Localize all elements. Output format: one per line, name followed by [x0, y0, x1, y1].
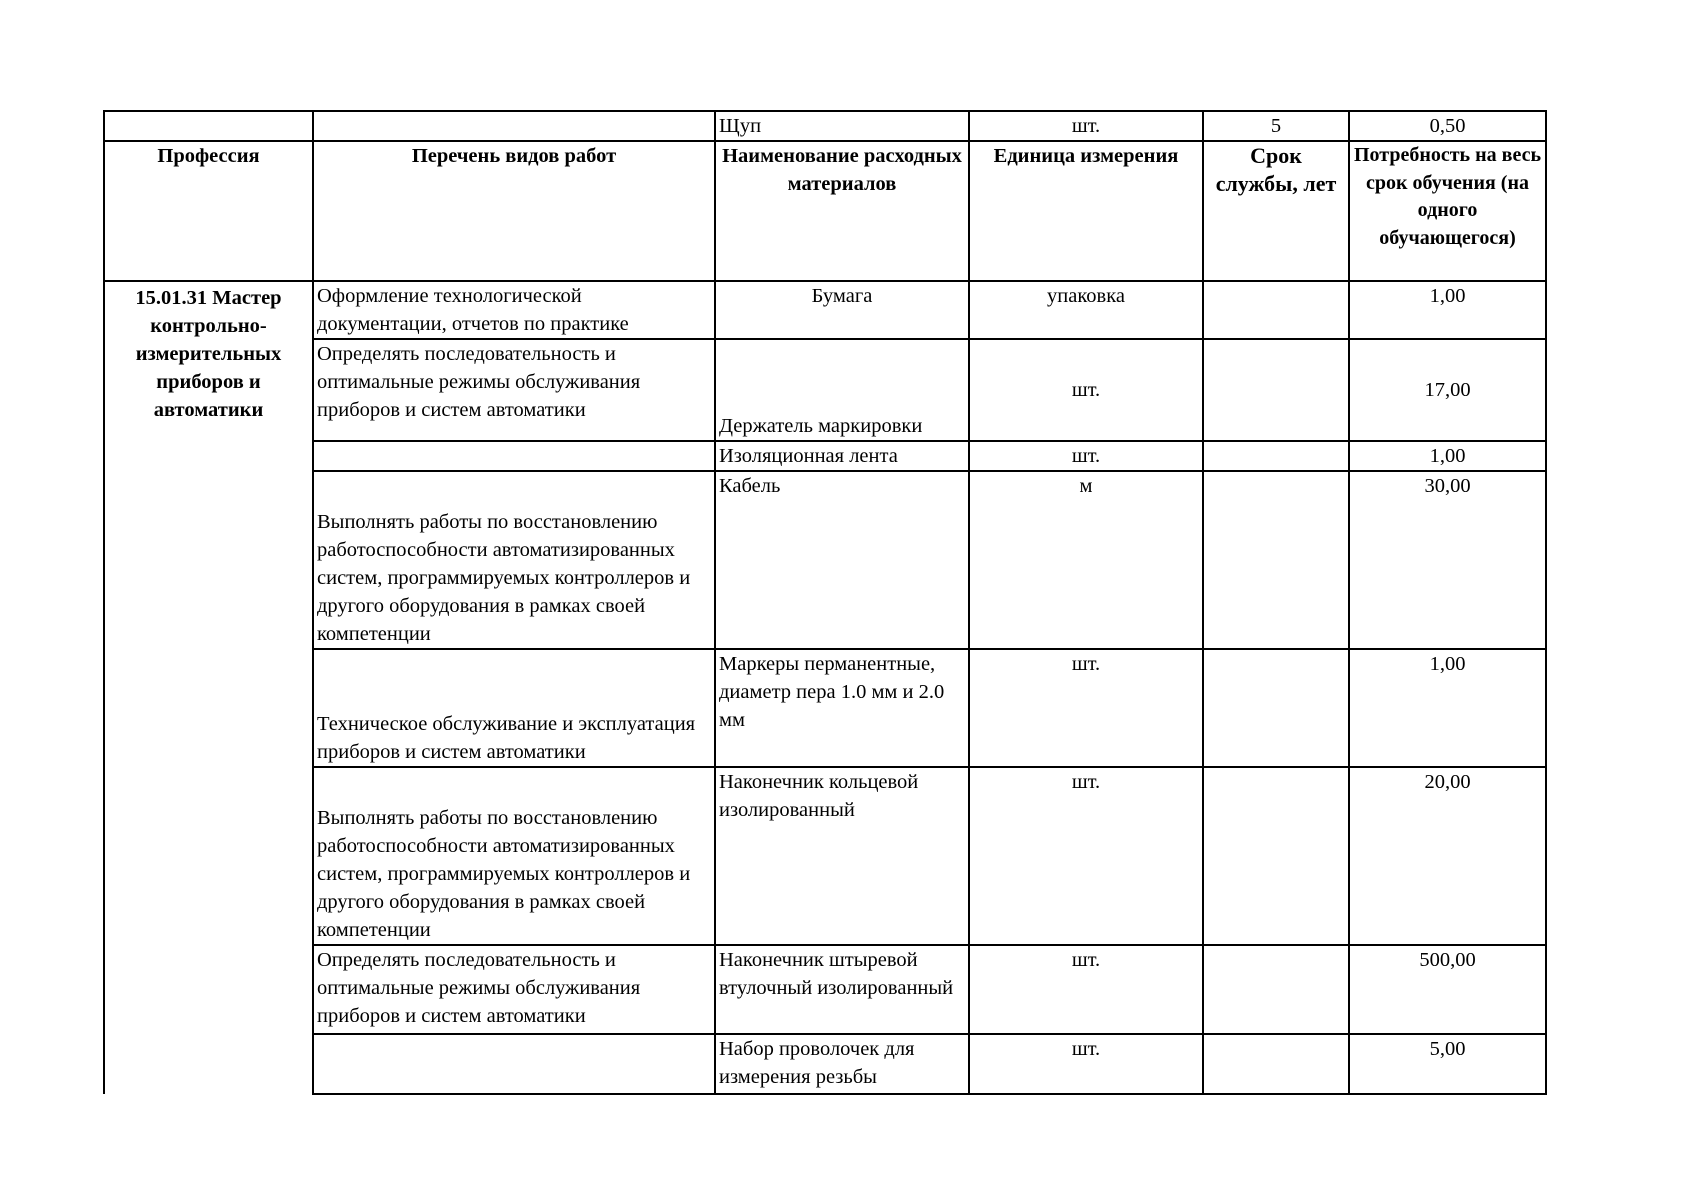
material-cell: Набор проволочек для измерения резьбы	[715, 1034, 969, 1094]
service-life-cell	[1203, 945, 1349, 1034]
unit-cell: шт.	[969, 441, 1203, 471]
material-cell: Маркеры перманентные, диаметр пера 1.0 мм и 2.0 мм	[715, 649, 969, 767]
work-cell: Определять последовательность и оптимальные режимы обслуживания приборов и систем автоматики	[313, 339, 715, 441]
material-cell: Наконечник кольцевой изолированный	[715, 767, 969, 945]
table-row	[104, 281, 1546, 339]
need-cell: 5,00	[1349, 1034, 1546, 1094]
table-row	[104, 1034, 1546, 1094]
unit-cell: м	[969, 471, 1203, 649]
unit-cell: шт.	[969, 649, 1203, 767]
table-row	[104, 471, 1546, 649]
work-cell: Выполнять работы по восстановлению работоспособности автоматизированных систем, программируемых контроллеров и другого оборудования в рамках своей компетенции	[313, 767, 715, 945]
need-cell: 0,50	[1349, 111, 1546, 141]
material-cell: Бумага	[715, 281, 969, 339]
materials-table	[103, 110, 1547, 1095]
table-row	[104, 441, 1546, 471]
table-header-row	[104, 141, 1546, 281]
work-cell	[313, 1034, 715, 1094]
service-life-cell	[1203, 767, 1349, 945]
material-cell: Щуп	[715, 111, 969, 141]
unit-cell: шт.	[969, 1034, 1203, 1094]
need-cell: 500,00	[1349, 945, 1546, 1034]
service-life-cell	[1203, 471, 1349, 649]
header-works: Перечень видов работ	[313, 141, 715, 281]
table-row	[104, 649, 1546, 767]
service-life-cell	[1203, 649, 1349, 767]
need-cell: 1,00	[1349, 649, 1546, 767]
service-life-cell	[1203, 1034, 1349, 1094]
table-row	[104, 945, 1546, 1034]
need-cell: 17,00	[1349, 339, 1546, 441]
material-cell: Наконечник штыревой втулочный изолированный	[715, 945, 969, 1034]
unit-cell: шт.	[969, 339, 1203, 441]
table-row	[104, 767, 1546, 945]
works-cell-empty	[313, 111, 715, 141]
header-service-life: Срок службы, лет	[1203, 141, 1349, 281]
service-life-cell	[1203, 281, 1349, 339]
need-cell: 1,00	[1349, 441, 1546, 471]
profession-cell: 15.01.31 Мастер контрольно-измерительных приборов и автоматики	[104, 281, 313, 1094]
table-row	[104, 111, 1546, 141]
need-cell: 1,00	[1349, 281, 1546, 339]
work-cell: Оформление технологической документации, отчетов по практике	[313, 281, 715, 339]
work-cell: Техническое обслуживание и эксплуатация приборов и систем автоматики	[313, 649, 715, 767]
header-unit: Единица измерения	[969, 141, 1203, 281]
header-profession: Профессия	[104, 141, 313, 281]
header-need: Потребность на весь срок обучения (на одного обучающегося)	[1349, 141, 1546, 281]
work-cell	[313, 441, 715, 471]
work-cell: Определять последовательность и оптимальные режимы обслуживания приборов и систем автоматики	[313, 945, 715, 1034]
service-life-cell	[1203, 339, 1349, 441]
profession-cell-empty	[104, 111, 313, 141]
unit-cell: упаковка	[969, 281, 1203, 339]
material-cell: Держатель маркировки	[715, 339, 969, 441]
material-cell: Кабель	[715, 471, 969, 649]
table-row	[104, 339, 1546, 441]
work-cell: Выполнять работы по восстановлению работоспособности автоматизированных систем, программируемых контроллеров и другого оборудования в рамках своей компетенции	[313, 471, 715, 649]
service-life-cell: 5	[1203, 111, 1349, 141]
material-cell: Изоляционная лента	[715, 441, 969, 471]
need-cell: 20,00	[1349, 767, 1546, 945]
header-materials: Наименование расходных материалов	[715, 141, 969, 281]
unit-cell: шт.	[969, 767, 1203, 945]
need-cell: 30,00	[1349, 471, 1546, 649]
unit-cell: шт.	[969, 111, 1203, 141]
unit-cell: шт.	[969, 945, 1203, 1034]
service-life-cell	[1203, 441, 1349, 471]
